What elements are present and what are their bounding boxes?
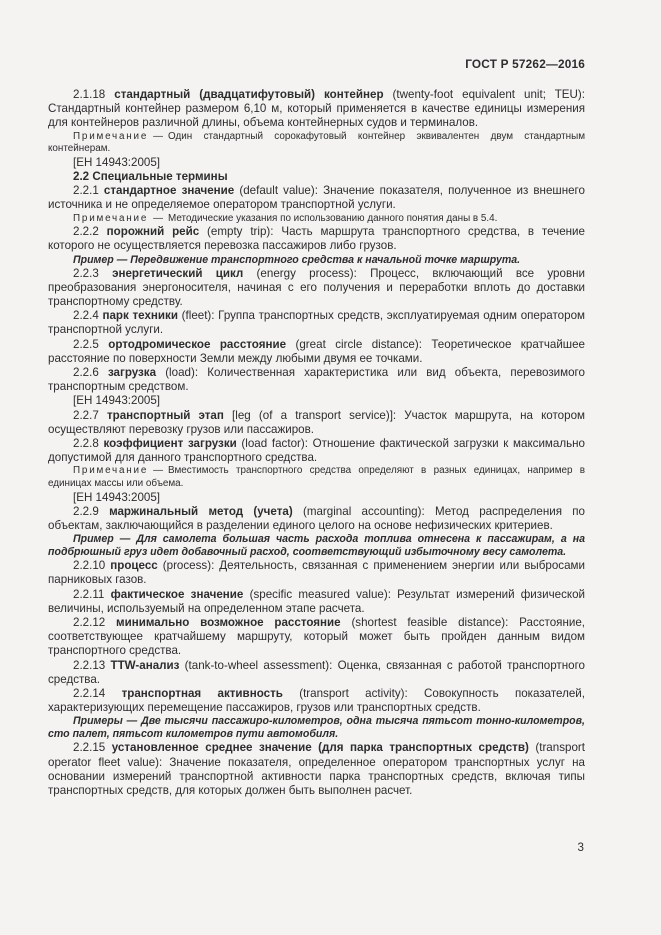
term-definition-paragraph bbox=[48, 588, 585, 616]
term-definition-paragraph bbox=[48, 225, 585, 253]
term-number: 2.2.13 bbox=[73, 658, 106, 672]
document-code: ГОСТ Р 57262—2016 bbox=[465, 57, 585, 71]
note-label: Примечание bbox=[73, 465, 149, 477]
term-definition-paragraph bbox=[48, 409, 585, 437]
term-title: минимально возможное расстояние bbox=[116, 616, 341, 630]
term-title: стандартное значение bbox=[103, 184, 235, 198]
standard-reference: [ЕН 14943:2005] bbox=[73, 490, 161, 504]
standard-reference: [ЕН 14943:2005] bbox=[73, 155, 161, 169]
term-definition: (empty trip): Часть маршрута транспортного средства, в течение которого не осуществляется перевозка пассажиров либо грузов. bbox=[48, 225, 585, 253]
term-title: TTW-анализ bbox=[110, 658, 180, 672]
term-number: 2.1.18 bbox=[73, 88, 106, 101]
term-definition-paragraph bbox=[48, 616, 585, 659]
term-title: коэффициент загрузки bbox=[103, 437, 237, 451]
term-definition: (energy process): Процесс, включающий все уровни преобразования энергоносителя, начиная с его получения и переработки вплоть до доставки транспортному средству. bbox=[48, 266, 585, 309]
note-paragraph bbox=[48, 465, 585, 490]
term-number: 2.2.7 bbox=[73, 408, 99, 422]
term-number: 2.2.8 bbox=[73, 437, 99, 451]
term-definition: (transport operator fleet value): Значение показателя, определенное оператором транспортных услуг на основании измерений транспортной активности парка транспортных средств, включая типы транспортных средств, для которых должен быть выполнен расчет. bbox=[48, 741, 585, 798]
term-definition: (load): Количественная характеристика или вид объекта, перевозимого транспортным средством. bbox=[48, 366, 585, 394]
term-definition: (tank-to-wheel assessment): Оценка, связанная с работой транспортного средства. bbox=[48, 658, 585, 686]
term-definition-paragraph bbox=[48, 366, 585, 394]
term-title: энергетический цикл bbox=[112, 266, 244, 280]
term-definition: (great circle distance): Теоретическое кратчайшее расстояние по поверхности Земли между любыми двумя ее точками. bbox=[48, 337, 585, 365]
term-title: парк техники bbox=[102, 309, 178, 323]
note-text: Один стандартный сорокафутовый контейнер эквивалентен двум стандартным контейнерам. bbox=[48, 130, 585, 155]
term-definition: (shortest feasible distance): Расстояние, соответствующее кратчайшему маршруту, который может быть пройден данным видом транспортного средства. bbox=[48, 616, 585, 658]
term-definition: (default value): Значение показателя, полученное из внешнего источника и не определяемое оператором транспортной услуги. bbox=[48, 184, 585, 212]
note-text: Методические указания по использованию данного понятия даны в 5.4. bbox=[168, 212, 498, 224]
term-number: 2.2.11 bbox=[73, 587, 105, 601]
term-definition-paragraph bbox=[48, 559, 585, 587]
term-definition: (fleet): Группа транспортных средств, эксплуатируемая одним оператором транспортной услуги. bbox=[48, 309, 585, 337]
term-title: загрузка bbox=[107, 366, 157, 380]
term-definition-paragraph bbox=[48, 741, 585, 798]
term-definition-paragraph bbox=[48, 687, 585, 715]
note-dash: — bbox=[153, 212, 164, 224]
term-title: установленное среднее значение (для парка транспортных средств) bbox=[111, 741, 529, 755]
term-title: ортодромическое расстояние bbox=[108, 337, 287, 351]
example-paragraph: Пример — Передвижение транспортного средства к начальной точке маршрута. bbox=[73, 253, 521, 266]
term-number: 2.2.15 bbox=[73, 741, 106, 755]
term-title: транспортная активность bbox=[121, 687, 283, 701]
note-label: Примечание bbox=[73, 130, 149, 142]
term-definition: (specific measured value): Результат измерений физической величины, используемый на определенном этапе расчета. bbox=[48, 587, 585, 615]
example-paragraph: Примеры — Две тысячи пассажиро-километров, одна тысяча пятьсот тонно-километров, сто палет, пятьсот километров пути автомобиля. bbox=[48, 715, 585, 741]
example-paragraph: Пример — Для самолета большая часть расхода топлива отнесена к пассажирам, а на подбрюшный груз идет добавочный расход, соответствующий избыточному весу самолета. bbox=[48, 533, 585, 559]
term-number: 2.2.9 bbox=[73, 504, 99, 518]
term-number: 2.2.3 bbox=[73, 266, 99, 280]
note-text: Вместимость транспортного средства определяют в разных единицах, например в единицах массы или объема. bbox=[48, 465, 585, 490]
term-title: стандартный (двадцатифутовый) контейнер bbox=[114, 88, 384, 101]
page-number: 3 bbox=[577, 841, 584, 854]
term-definition-paragraph bbox=[48, 184, 585, 212]
term-definition: (twenty-foot equivalent unit; TEU): Стандартный контейнер размером 6,10 м, который применяется в качестве единицы измерения для контейнеров различной длины, объема контейнерных судов и терминалов. bbox=[48, 88, 585, 130]
term-definition-paragraph bbox=[48, 437, 585, 465]
term-title: фактическое значение bbox=[110, 587, 244, 601]
term-definition: [leg (of a transport service)]: Участок маршрута, на котором осуществляют перевозку грузов или пассажиров. bbox=[48, 408, 585, 436]
term-definition-paragraph bbox=[48, 88, 585, 131]
standard-reference: [ЕН 14943:2005] bbox=[73, 394, 161, 408]
term-definition-paragraph bbox=[48, 338, 585, 366]
note-dash: — bbox=[153, 130, 164, 142]
term-definition: (process): Деятельность, связанная с применением энергии или выбросами парниковых газов. bbox=[48, 559, 585, 587]
term-number: 2.2.10 bbox=[73, 559, 106, 573]
term-number: 2.2.14 bbox=[73, 687, 106, 701]
term-title: порожний рейс bbox=[106, 225, 200, 239]
term-definition: (transport activity): Совокупность показателей, характеризующих перемещение пассажиров, грузов или транспортных средств. bbox=[48, 687, 585, 715]
term-number: 2.2.1 bbox=[73, 184, 99, 198]
term-definition-paragraph bbox=[48, 309, 585, 337]
section-heading: 2.2 Специальные термины bbox=[73, 170, 228, 183]
term-definition-paragraph bbox=[48, 659, 585, 687]
term-title: маржинальный метод (учета) bbox=[109, 504, 293, 518]
note-label: Примечание bbox=[73, 212, 149, 224]
note-dash: — bbox=[153, 465, 164, 477]
term-number: 2.2.6 bbox=[73, 366, 99, 380]
term-definition-paragraph bbox=[48, 267, 585, 310]
term-number: 2.2.2 bbox=[73, 225, 99, 239]
note-paragraph bbox=[48, 213, 585, 226]
term-number: 2.2.4 bbox=[73, 309, 99, 323]
term-definition: (load factor): Отношение фактической загрузки к максимально допустимой для данного транспортного средства. bbox=[48, 437, 585, 465]
note-paragraph bbox=[48, 131, 585, 156]
document-content bbox=[48, 88, 585, 798]
term-title: транспортный этап bbox=[106, 408, 224, 422]
term-title: процесс bbox=[110, 559, 158, 573]
term-definition: (marginal accounting): Метод распределения по объектам, заключающийся в разделении единого целого на основе нефизических критериев. bbox=[48, 504, 585, 533]
term-number: 2.2.12 bbox=[73, 616, 106, 630]
term-number: 2.2.5 bbox=[73, 337, 99, 351]
term-definition-paragraph bbox=[48, 505, 585, 533]
